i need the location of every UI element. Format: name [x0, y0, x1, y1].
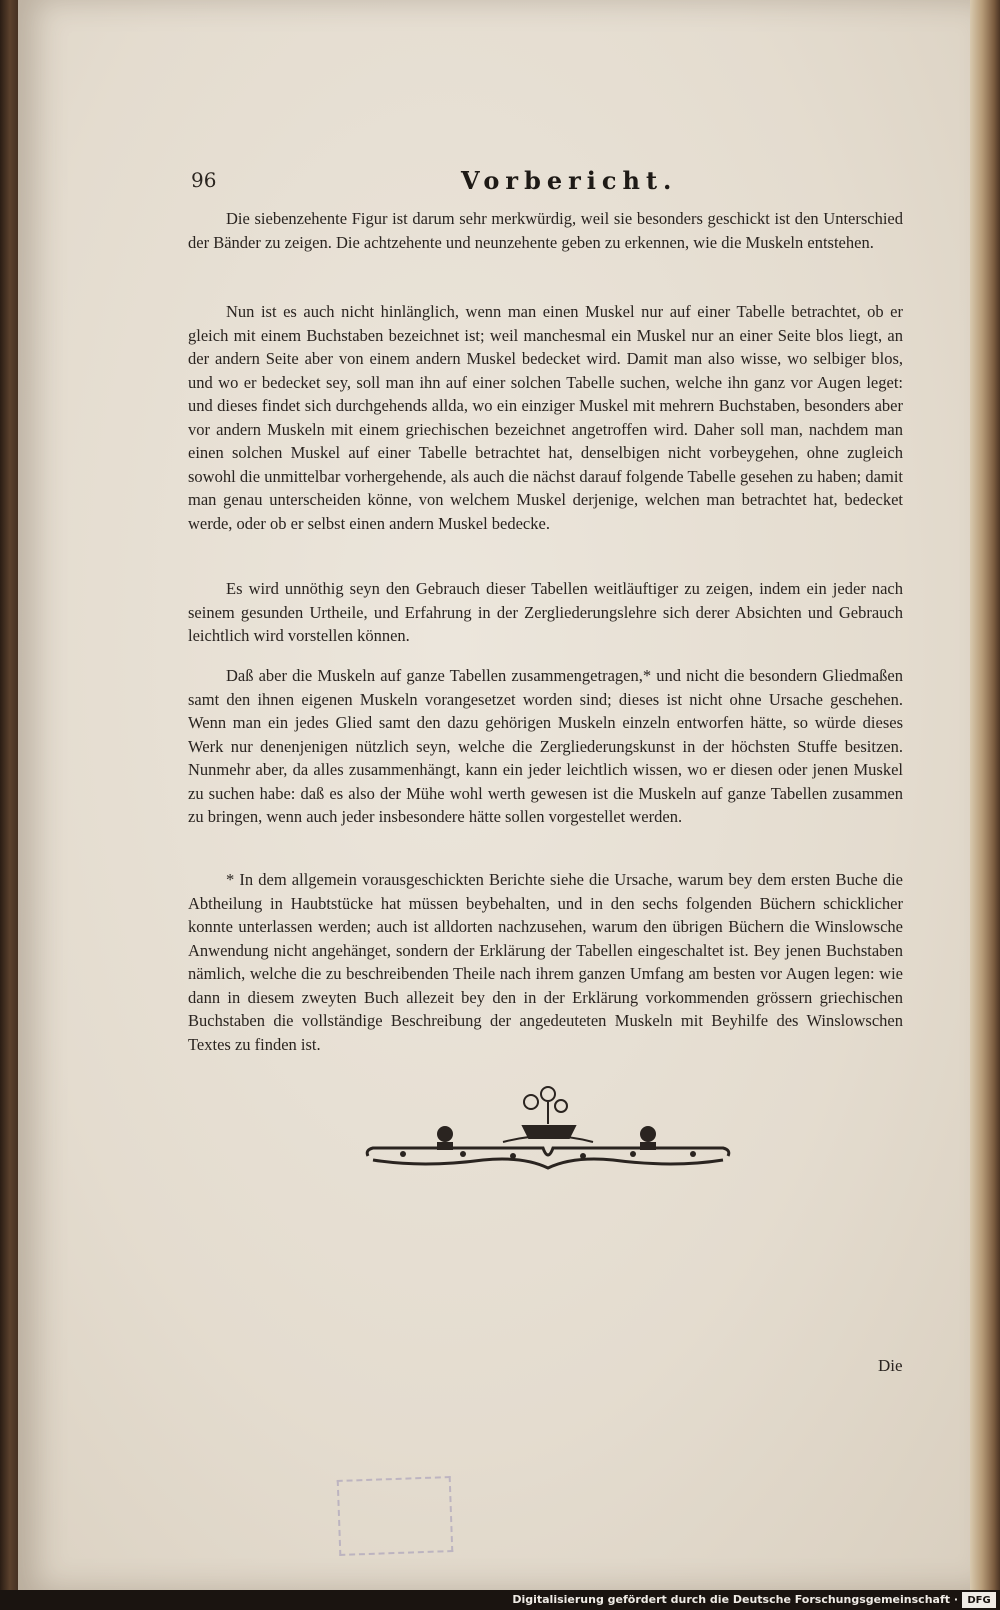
- page-header: [191, 168, 881, 198]
- page-number: 96: [191, 168, 217, 192]
- paragraph-3: [188, 577, 903, 648]
- footer-bar: [0, 1590, 1000, 1610]
- footnote: [188, 868, 903, 1056]
- paragraph-4: [188, 664, 903, 829]
- paragraph-2: [188, 300, 903, 535]
- paragraph-text: Die siebenzehente Figur ist darum sehr merkwürdig, weil sie besonders geschickt ist den Unterschied der Bänder zu zeigen. Die achtzehente und neunzehente geben zu erkennen, wie die Muskeln entstehen.: [188, 209, 903, 252]
- paragraph-1: [188, 207, 903, 254]
- paragraph-text: Es wird unnöthig seyn den Gebrauch dieser Tabellen weitläuftiger zu zeigen, indem ein jeder nach seinem gesunden Urtheile, und Erfahrung in der Zergliederungslehre sich derer Absichten und Gebrauch leichtlich wird vorstellen können.: [188, 579, 903, 645]
- page-edges: [970, 0, 1000, 1590]
- dfg-logo: DFG: [962, 1592, 996, 1608]
- paragraph-text: Nun ist es auch nicht hinlänglich, wenn man einen Muskel nur auf einer Tabelle betrachtet, ob er gleich mit einem Buchstaben bezeichnet ist; weil manchesmal ein Muskel nur an einer Seite blos liegt, an der andern Seite aber von einem andern Muskel bedecket wird. Damit man also wisse, wo selbiger blos, und wo er bedecket sey, soll man ihn auf einer solchen Tabelle suchen, welche ihn ganz vor Augen leget: und dieses findet sich durchgehends allda, wo ein einziger Muskel mit mehrern Buchstaben, besonders aber vor andern Muskeln mit einem griechischen bezeichnet angetroffen wird. Daher soll man, nachdem man einen solchen Muskel auf einer Tabelle betrachtet hat, denselbigen nicht vorbeygehen, ohne zugleich sowohl die unmittelbar vorhergehende, als auch die nächst darauf folgende Tabelle gesehen zu haben; damit man genau unterscheiden könne, von welchem Muskel derjenige, welchen man betrachtet hat, bedecket werde, oder ob er selbst einen andern Muskel bedecke.: [188, 302, 903, 533]
- catchword: Die: [878, 1356, 903, 1375]
- library-stamp: [337, 1476, 454, 1556]
- footnote-text: * In dem allgemein vorausgeschickten Berichte siehe die Ursache, warum bey dem ersten Buche die Abtheilung in Haubtstücke hat müssen beybehalten, und in den sechs folgenden Büchern schicklicher konnte unterlassen werden; auch ist alldorten nachzusehen, warum den übrigen Büchern die Winslowsche Anwendung nicht angehänget, sondern der Erklärung der Tabellen eingeschaltet ist. Bey jenen Buchstaben nämlich, welche die zu beschreibenden Theile nach ihrem ganzen Umfang am besten vor Augen legen: wie dann in diesem zweyten Buch allezeit bey den in der Erklärung vorkommenden grössern griechischen Buchstaben die vollständige Beschreibung der angedeuteten Muskeln mit Beyhilfe des Winslowschen Textes zu finden ist.: [188, 870, 903, 1054]
- paragraph-text: Daß aber die Muskeln auf ganze Tabellen zusammengetragen,* und nicht die besondern Gliedmaßen samt den ihnen eigenen Muskeln vorangesetzet worden sind; dieses ist nicht ohne Ursache geschehen. Wenn man ein jedes Glied samt den dazu gehörigen Muskeln einzeln entworfen hätte, so würde dieses Werk nur denenjenigen nützlich seyn, welche die Zergliederungskunst in der höchsten Stuffe besitzen. Nunmehr aber, da alles zusammenhängt, kann ein jeder leichtlich wissen, wo er diesen oder jenen Muskel zu suchen habe: daß es also der Mühe wohl werth gewesen ist die Muskeln auf ganze Tabellen zusammen zu bringen, wenn auch jeder insbesondere hätte sollen vorgestellet werden.: [188, 666, 903, 826]
- funding-credit: Digitalisierung gefördert durch die Deutsche Forschungsgemeinschaft ·: [512, 1593, 958, 1606]
- running-title: Vorbericht.: [461, 166, 678, 195]
- book-page: [18, 0, 973, 1590]
- ornament-vignette: [363, 1082, 733, 1182]
